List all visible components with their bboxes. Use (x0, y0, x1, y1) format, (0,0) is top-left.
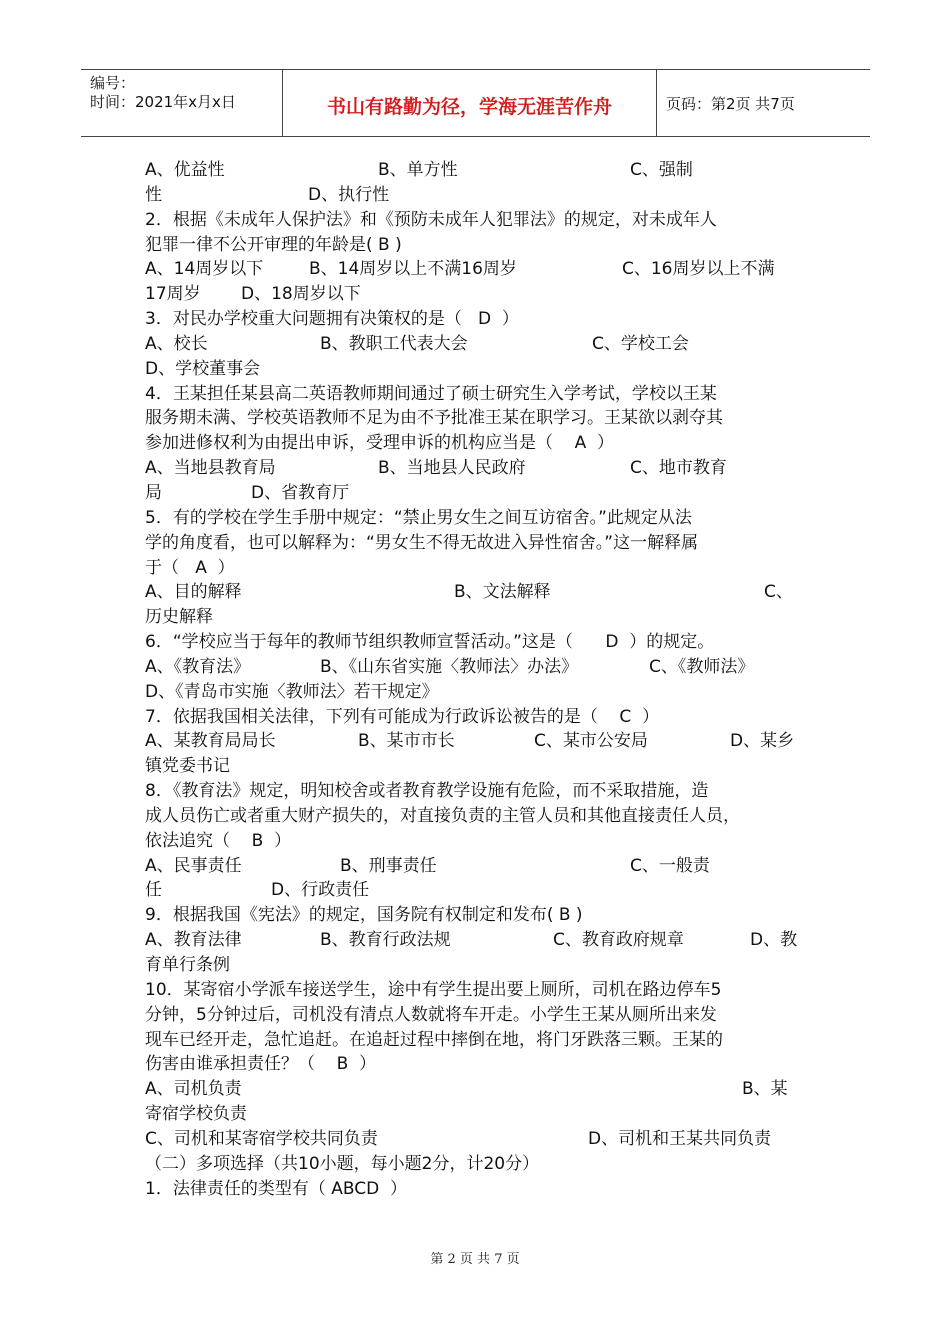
line-text: 分钟，5分钟过后，司机没有清点人数就将车开走。小学生王某从厕所出来发 (145, 1004, 717, 1025)
line-text: D、《青岛市实施〈教师法〉若干规定》 (145, 681, 439, 702)
document-date-label: 时间：2021年x月x日 (90, 93, 236, 111)
option-text: C、一般责 (630, 855, 710, 876)
option-text: B、教育行政法规 (320, 930, 451, 951)
header-page-cell (657, 70, 870, 136)
option-text: A、校长 (145, 333, 208, 354)
option-text: B、文法解释 (454, 582, 551, 603)
text-line (145, 332, 825, 357)
text-line (145, 729, 825, 754)
option-text: 任 (145, 880, 162, 901)
text-line (145, 456, 825, 481)
option-text: B、单方性 (378, 160, 458, 180)
text-line (145, 878, 825, 903)
option-text: C、司机和某寄宿学校共同负责 (145, 1128, 378, 1149)
line-text: 5．有的学校在学生手册中规定：“禁止男女生之间互访宿舍。”此规定从法 (145, 507, 692, 528)
line-text: 7．依据我国相关法律，下列有可能成为行政诉讼被告的是（ C ） (145, 706, 660, 727)
option-text: A、司机负责 (145, 1079, 242, 1100)
text-line (145, 233, 825, 258)
line-text: 3．对民办学校重大问题拥有决策权的是（ D ） (145, 309, 519, 330)
text-line (145, 481, 825, 506)
line-text: D、学校董事会 (145, 358, 261, 379)
text-line (145, 208, 825, 233)
line-text: 学的角度看，也可以解释为：“男女生不得无故进入异性宿舍。”这一解释属 (145, 532, 699, 553)
text-line (145, 978, 825, 1003)
text-line (145, 1102, 825, 1127)
text-line (145, 1127, 825, 1152)
option-text: A、当地县教育局 (145, 458, 276, 479)
text-line (145, 506, 825, 531)
text-line (145, 406, 825, 431)
line-text: 8．《教育法》规定，明知校舍或者教育教学设施有危险，而不采取措施，造 (145, 781, 709, 802)
option-text: A、优益性 (145, 160, 225, 180)
text-line (145, 556, 825, 581)
text-line (145, 1028, 825, 1053)
line-text: 1．法律责任的类型有（ ABCD ） (145, 1178, 407, 1199)
text-line (145, 630, 825, 655)
text-line (145, 257, 825, 282)
option-text: A、《教育法》 (145, 656, 251, 677)
option-text: B、14周岁以上不满16周岁 (309, 259, 517, 280)
option-text: 性 (145, 184, 162, 205)
option-text: B、当地县人民政府 (378, 458, 526, 479)
text-line (145, 754, 825, 779)
line-text: （二）多项选择（共10小题，每小题2分，计20分） (145, 1153, 540, 1174)
option-text: 17周岁 (145, 284, 201, 305)
text-line (145, 1052, 825, 1077)
page-header (81, 69, 870, 137)
option-text: B、某 (742, 1079, 788, 1100)
text-line (145, 903, 825, 928)
line-text: 犯罪一律不公开审理的年龄是( B ) (145, 234, 402, 255)
option-text: D、18周岁以下 (241, 284, 361, 305)
option-text: A、某教育局局长 (145, 731, 276, 752)
text-line (145, 431, 825, 456)
header-page-info: 页码：第2页 共7页 (666, 95, 795, 113)
text-line (145, 1177, 825, 1202)
text-line (145, 1003, 825, 1028)
line-text: 参加进修权利为由提出申诉，受理申诉的机构应当是（ A ） (145, 433, 615, 454)
text-line (145, 282, 825, 307)
header-motto: 书山有路勤为径，学海无涯苦作舟 (326, 96, 612, 118)
option-text: D、省教育厅 (251, 482, 350, 503)
text-line (145, 705, 825, 730)
option-text: C、教育政府规章 (553, 930, 684, 951)
option-text: A、目的解释 (145, 582, 242, 603)
option-text: D、某乡 (730, 731, 795, 752)
option-text: C、地市教育 (630, 458, 727, 479)
line-text: 寄宿学校负责 (145, 1104, 247, 1125)
text-line (145, 158, 825, 183)
text-line (145, 307, 825, 332)
option-text: B、刑事责任 (340, 855, 437, 876)
header-meta-cell (81, 70, 283, 136)
text-line (145, 854, 825, 879)
text-line (145, 953, 825, 978)
text-line (145, 605, 825, 630)
text-line (145, 382, 825, 407)
line-text: 9．根据我国《宪法》的规定，国务院有权制定和发布( B ) (145, 905, 583, 926)
text-line (145, 531, 825, 556)
line-text: 6．“学校应当于每年的教师节组织教师宣誓活动。”这是（ D ）的规定。 (145, 632, 715, 653)
page-footer: 第 2 页 共 7 页 (430, 1252, 520, 1267)
text-line (145, 1077, 825, 1102)
option-text: D、行政责任 (271, 880, 370, 901)
line-text: 历史解释 (145, 607, 213, 628)
text-line (145, 804, 825, 829)
option-text: A、14周岁以下 (145, 259, 264, 280)
document-body (145, 158, 825, 1201)
option-text: 局 (145, 482, 162, 503)
line-text: 镇党委书记 (145, 756, 230, 777)
line-text: 依法追究（ B ） (145, 830, 292, 851)
line-text: 4．王某担任某县高二英语教师期间通过了硕士研究生入学考试，学校以王某 (145, 383, 717, 404)
line-text: 2．根据《未成年人保护法》和《预防未成年人犯罪法》的规定，对未成年人 (145, 209, 717, 230)
line-text: 于（ A ） (145, 557, 235, 578)
option-text: A、教育法律 (145, 930, 242, 951)
option-text: C、强制 (630, 160, 693, 180)
text-line (145, 655, 825, 680)
option-text: A、民事责任 (145, 855, 242, 876)
line-text: 育单行条例 (145, 955, 230, 975)
option-text: B、某市市长 (358, 731, 455, 752)
line-text: 服务期未满、学校英语教师不足为由不予批准王某在职学习。王某欲以剥夺其 (145, 408, 723, 429)
header-motto-cell (283, 70, 657, 136)
text-line (145, 357, 825, 382)
line-text: 成人员伤亡或者重大财产损失的，对直接负责的主管人员和其他直接责任人员， (145, 805, 740, 826)
option-text: C、 (764, 582, 793, 603)
text-line (145, 580, 825, 605)
option-text: D、执行性 (308, 184, 390, 205)
option-text: C、学校工会 (592, 333, 689, 354)
text-line (145, 928, 825, 953)
text-line (145, 1152, 825, 1177)
text-line (145, 183, 825, 208)
option-text: D、教 (750, 930, 798, 951)
option-text: B、《山东省实施〈教师法〉办法》 (320, 656, 579, 677)
line-text: 10．某寄宿小学派车接送学生，途中有学生提出要上厕所，司机在路边停车5 (145, 979, 722, 1000)
option-text: C、16周岁以上不满 (622, 259, 775, 280)
text-line (145, 829, 825, 854)
document-number-label: 编号： (90, 74, 136, 92)
text-line (145, 680, 825, 705)
line-text: 伤害由谁承担责任？（ B ） (145, 1054, 377, 1075)
text-line (145, 779, 825, 804)
option-text: B、教职工代表大会 (320, 333, 468, 354)
option-text: C、某市公安局 (534, 731, 648, 752)
option-text: C、《教师法》 (649, 656, 755, 677)
line-text: 现车已经开走，急忙追赶。在追赶过程中摔倒在地，将门牙跌落三颗。王某的 (145, 1029, 723, 1050)
option-text: D、司机和王某共同负责 (588, 1128, 772, 1149)
